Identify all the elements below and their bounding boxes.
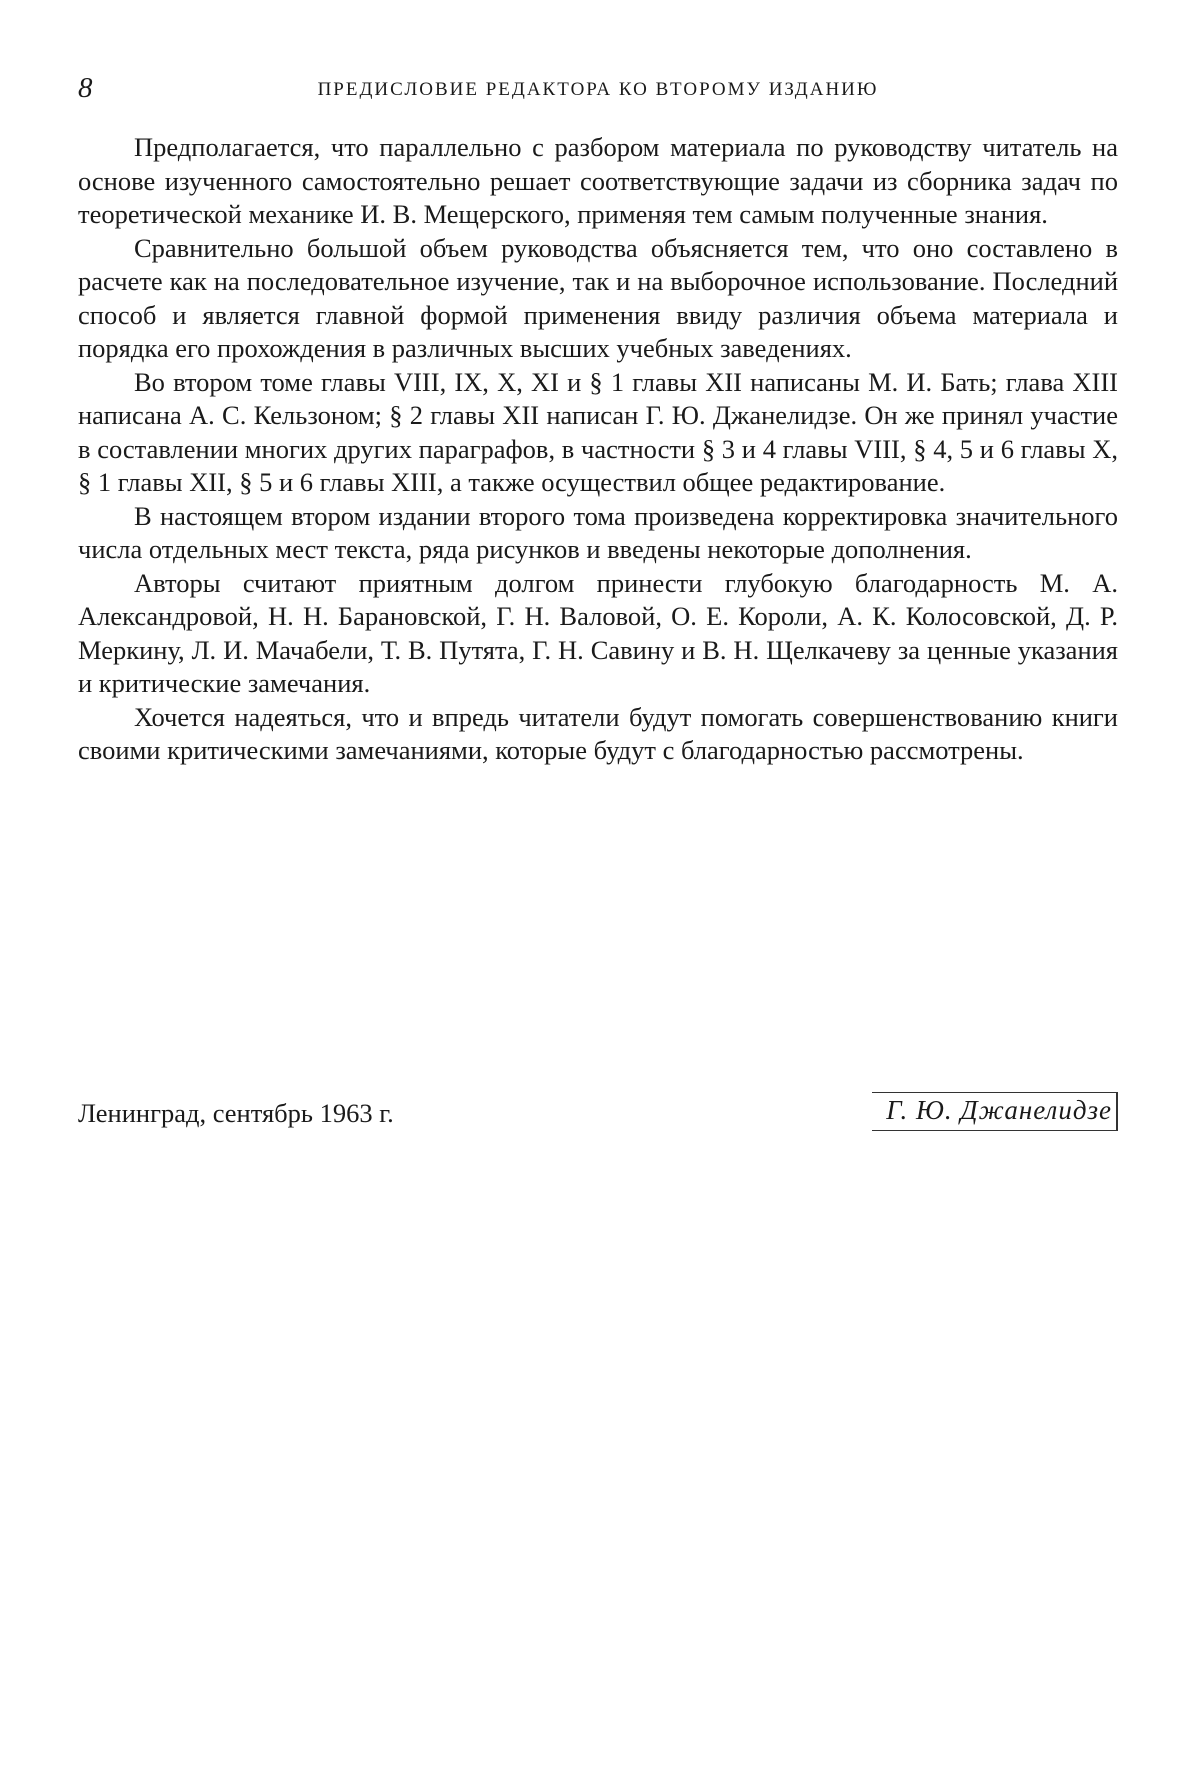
paragraph: Авторы считают приятным долгом принести глубокую благодарность М. А. Александровой, Н. Н. Барановской, Г. Н. Валовой, О. Е. Короли, А. К. Колосовской, Д. Р. Меркину, Л. И. Мачабели, Т. В. Путята, Г. Н. Савину и В. Н. Щелкачеву за ценные указания и критические замечания. [78, 567, 1118, 698]
preface-body [78, 131, 1118, 768]
running-head-title: ПРЕДИСЛОВИЕ РЕДАКТОРА КО ВТОРОМУ ИЗДАНИЮ [317, 79, 879, 100]
paragraph: Хочется надеяться, что и впредь читатели будут помогать совершенствованию книги своими критическими замечаниями, которые будут с благодарностью рассмотрены. [78, 701, 1118, 765]
place-date: Ленинград, сентябрь 1963 г. [78, 1098, 394, 1128]
paragraph: Предполагается, что параллельно с разбором материала по руководству читатель на основе изученного самостоятельно решает соответствующие задачи из сборника задач по теоретической механике И. В. Мещерского, применяя тем самым полученные знания. [78, 132, 1118, 229]
page-number: 8 [78, 72, 93, 104]
paragraph: В настоящем втором издании второго тома произведена корректировка значительного числа отдельных мест текста, ряда рисунков и введены некоторые дополнения. [78, 500, 1118, 564]
author-signature: Г. Ю. Джанелидзе [872, 1092, 1118, 1131]
paragraph: Сравнительно большой объем руководства объясняется тем, что оно составлено в расчете как на последовательное изучение, так и на выборочное использование. Последний способ и является главной формой применения ввиду различия объема материала и порядка его прохождения в различных высших учебных заведениях. [78, 232, 1118, 363]
signature-row [78, 1092, 1118, 1138]
running-head [78, 72, 1118, 112]
paragraph: Во втором томе главы VIII, IX, X, XI и § 1 главы XII написаны М. И. Бать; глава XIII написана А. С. Кельзоном; § 2 главы XII написан Г. Ю. Джанелидзе. Он же принял участие в составлении многих других параграфов, в частности § 3 и 4 главы VIII, § 4, 5 и 6 главы X, § 1 главы XII, § 5 и 6 главы XIII, а также осуществил общее редактирование. [78, 366, 1118, 497]
